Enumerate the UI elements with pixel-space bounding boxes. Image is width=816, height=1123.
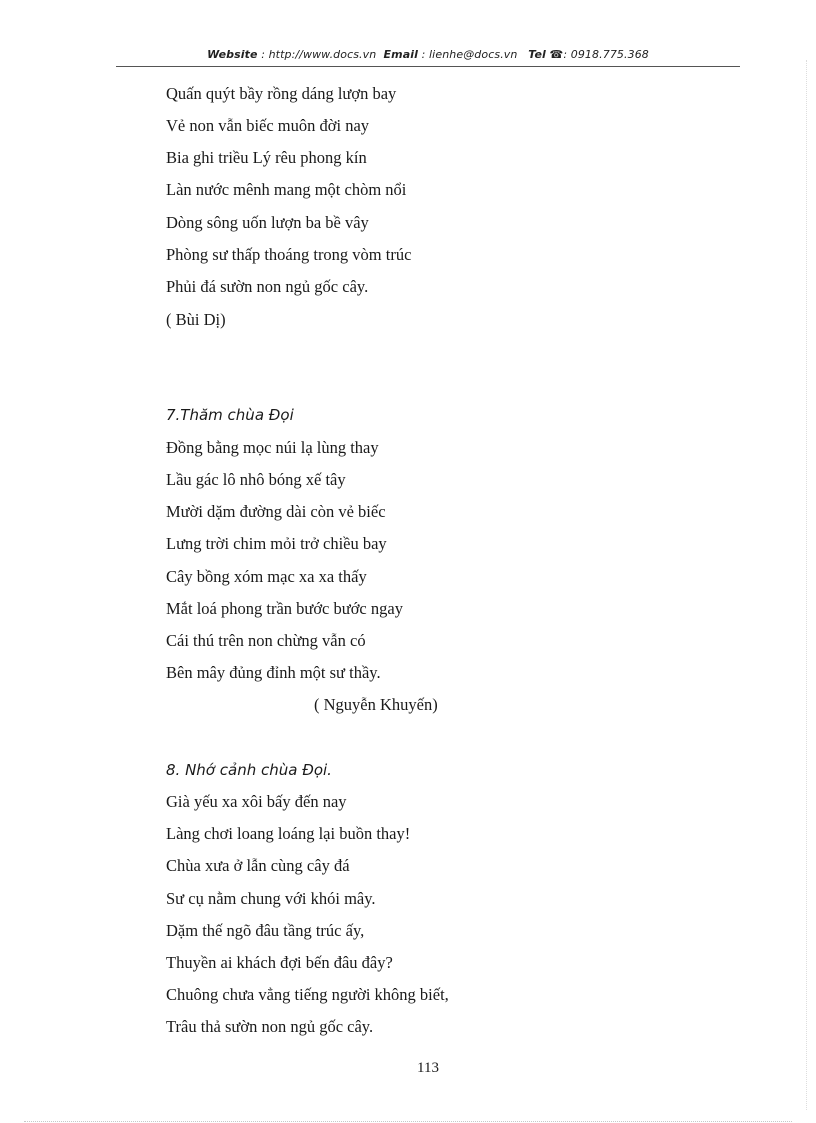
poem-author: ( Bùi Dị) <box>166 310 226 329</box>
poem-line: Cái thú trên non chừng vẫn có <box>166 631 366 650</box>
page-header <box>116 48 740 61</box>
poem-line: Thuyền ai khách đợi bến đâu đây? <box>166 953 393 972</box>
poem-line: Sư cụ nằm chung với khói mây. <box>166 889 376 908</box>
poem-title: 7.Thăm chùa Đọi <box>166 406 294 424</box>
poem-author: ( Nguyễn Khuyến) <box>314 695 438 714</box>
poem-line: Đồng bằng mọc núi lạ lùng thay <box>166 438 379 457</box>
poem-line: Chùa xưa ở lẫn cùng cây đá <box>166 856 350 875</box>
poem-line: Mười dặm đường dài còn vẻ biếc <box>166 502 386 521</box>
poem-line: Trâu thả sườn non ngủ gốc cây. <box>166 1017 374 1036</box>
right-dotted-border <box>806 60 807 1110</box>
poem-line: Già yếu xa xôi bấy đến nay <box>166 792 347 811</box>
poem-line: Cây bồng xóm mạc xa xa thấy <box>166 567 367 586</box>
poem-line: Quấn quýt bầy rồng dáng lượn bay <box>166 84 397 103</box>
phone-icon: ☎ <box>549 48 564 61</box>
page-number: 113 <box>417 1060 439 1076</box>
website-label: Website <box>207 48 258 61</box>
poem-line: Dòng sông uốn lượn ba bề vây <box>166 213 369 232</box>
poem-line: Lưng trời chim mỏi trở chiều bay <box>166 534 387 553</box>
poem-line: Lầu gác lô nhô bóng xế tây <box>166 470 346 489</box>
poem-line: Mắt loá phong trần bước bước ngay <box>166 599 403 618</box>
poem-line: Bia ghi triều Lý rêu phong kín <box>166 148 367 167</box>
poem-line: Phòng sư thấp thoáng trong vòm trúc <box>166 245 412 264</box>
header-divider <box>116 66 740 67</box>
tel-label: Tel <box>528 48 546 61</box>
poem-line: Phủi đá sườn non ngủ gốc cây. <box>166 277 369 296</box>
email-value: : lienhe@docs.vn <box>421 48 518 61</box>
poem-line: Làn nước mênh mang một chòm nổi <box>166 180 407 199</box>
email-label: Email <box>383 48 418 61</box>
poem-line: Dặm thế ngõ đâu tầng trúc ấy, <box>166 921 365 940</box>
website-value: : http://www.docs.vn <box>261 48 377 61</box>
poem-line: Làng chơi loang loáng lại buồn thay! <box>166 824 411 843</box>
bottom-dotted-border <box>24 1121 792 1122</box>
poem-line: Vẻ non vẫn biếc muôn đời nay <box>166 116 370 135</box>
poem-line: Chuông chưa vẳng tiếng người không biết, <box>166 985 449 1004</box>
poem-line: Bên mây đủng đỉnh một sư thầy. <box>166 663 381 682</box>
poem-title: 8. Nhớ cảnh chùa Đọi. <box>166 761 332 779</box>
tel-value: : 0918.775.368 <box>563 48 649 61</box>
